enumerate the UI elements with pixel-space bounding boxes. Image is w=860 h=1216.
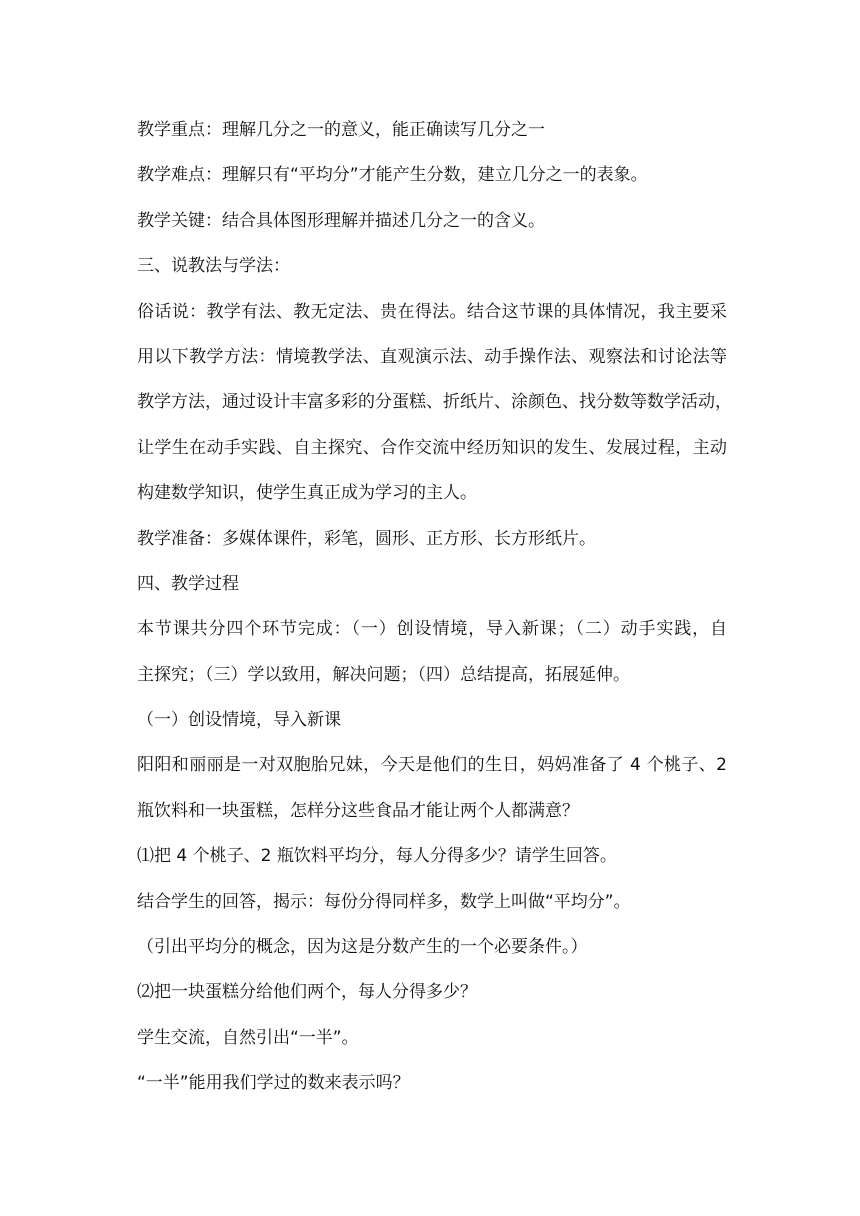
paragraph-line: 结合学生的回答，揭示：每份分得同样多，数学上叫做“平均分”。 xyxy=(137,891,631,912)
subsection-heading: （一）创设情境，导入新课 xyxy=(137,710,341,731)
paragraph-line: 俗话说：教学有法、教无定法、贵在得法。结合这节课的具体情况，我主要采 xyxy=(137,301,727,322)
paragraph-line: 教学方法，通过设计丰富多彩的分蛋糕、折纸片、涂颜色、找分数等数学活动， xyxy=(137,392,732,413)
paragraph-line: 本节课共分四个环节完成：（一）创设情境，导入新课；（二）动手实践，自 xyxy=(137,619,727,640)
paragraph-line: 让学生在动手实践、自主探究、合作交流中经历知识的发生、发展过程，主动 xyxy=(137,437,727,458)
paragraph-line: 主探究；（三）学以致用，解决问题；（四）总结提高，拓展延伸。 xyxy=(137,664,630,685)
paragraph-line: 阳阳和丽丽是一对双胞胎兄妹，今天是他们的生日，妈妈准备了 4 个桃子、2 xyxy=(137,755,727,776)
paragraph-line: 构建数学知识，使学生真正成为学习的主人。 xyxy=(137,483,477,504)
section-heading-methods: 三、说教法与学法： xyxy=(137,256,290,277)
section-heading-process: 四、教学过程 xyxy=(137,573,239,594)
paragraph-line: “一半”能用我们学过的数来表示吗？ xyxy=(137,1073,410,1094)
numbered-item: ⑵把一块蛋糕分给他们两个，每人分得多少？ xyxy=(137,982,477,1003)
numbered-item: ⑴把 4 个桃子、2 瓶饮料平均分，每人分得多少？请学生回答。 xyxy=(137,846,617,867)
paragraph-line: 瓶饮料和一块蛋糕，怎样分这些食品才能让两个人都满意？ xyxy=(137,800,579,821)
paragraph-line: 用以下教学方法：情境教学法、直观演示法、动手操作法、观察法和讨论法等 xyxy=(137,346,727,367)
document-body xyxy=(137,108,732,1107)
teaching-key-line: 教学关键：结合具体图形理解并描述几分之一的含义。 xyxy=(137,210,545,231)
teaching-preparation-line: 教学准备：多媒体课件，彩笔，圆形、正方形、长方形纸片。 xyxy=(137,528,596,549)
paragraph-line: （引出平均分的概念，因为这是分数产生的一个必要条件。） xyxy=(137,937,588,958)
paragraph-line: 学生交流，自然引出“一半”。 xyxy=(137,1027,359,1048)
teaching-focus-line: 教学重点：理解几分之一的意义，能正确读写几分之一 xyxy=(137,120,545,140)
teaching-difficulty-line: 教学难点：理解只有“平均分”才能产生分数，建立几分之一的表象。 xyxy=(137,165,648,186)
